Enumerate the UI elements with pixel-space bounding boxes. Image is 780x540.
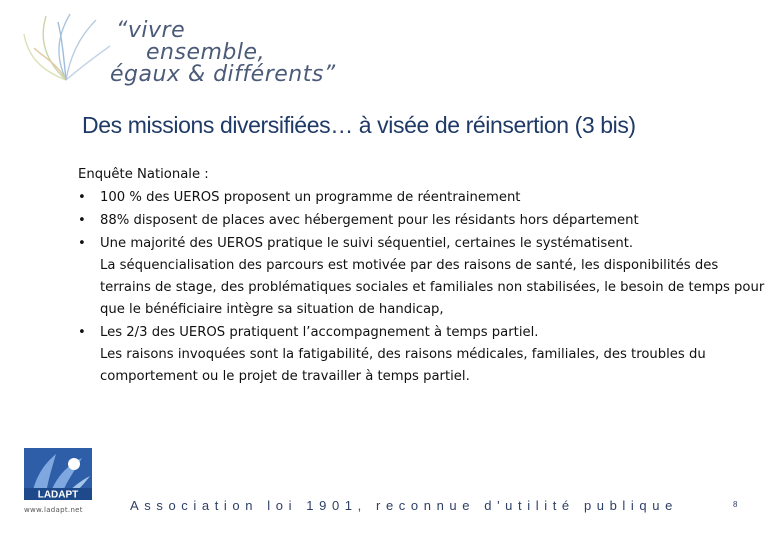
footer-text: Association loi 1901, reconnue d'utilité publique — [130, 498, 678, 513]
bullet-item — [78, 209, 768, 232]
tagline-logo — [18, 8, 336, 88]
bullet-text: 88% disposent de places avec hébergement pour les résidants hors département — [100, 213, 639, 228]
bullet-item — [78, 186, 768, 209]
slide-body — [78, 163, 768, 388]
body-heading: Enquête Nationale : — [78, 167, 209, 182]
bullet-marker: • — [78, 190, 86, 205]
bullet-paragraph: La séquencialisation des parcours est motivée par des raisons de santé, les disponibilités des terrains de stage, des problématiques sociales et familiales non stabilisées, le besoin de temps pour que le bénéficiaire intègre sa situation de handicap, — [100, 258, 765, 317]
bullet-text: Une majorité des UEROS pratique le suivi séquentiel, certaines le systématisent. — [100, 236, 634, 251]
slide-title: Des missions diversifiées… à visée de réinsertion (3 bis) — [82, 112, 636, 138]
page-number: 8 — [733, 500, 738, 509]
tagline-line-3: égaux & différents” — [110, 62, 336, 87]
website-text: www.ladapt.net — [24, 506, 83, 514]
tagline-line-2: ensemble, — [146, 40, 266, 65]
bullet-text: 100 % des UEROS proposent un programme de réentrainement — [100, 190, 521, 205]
logo-text: LADAPT — [37, 489, 79, 501]
bullet-item — [78, 321, 768, 344]
bullet-marker: • — [78, 236, 86, 251]
swirl-logo-icon — [18, 8, 118, 88]
bullet-text: Les 2/3 des UEROS pratiquent l’accompagnement à temps partiel. — [100, 325, 539, 340]
tagline-line-1: “vivre — [116, 18, 186, 43]
bullet-item — [78, 232, 768, 255]
bullet-marker: • — [78, 213, 86, 228]
bullet-marker: • — [78, 325, 86, 340]
bullet-paragraph: Les raisons invoquées sont la fatigabilité, des raisons médicales, familiales, des troubles du comportement ou le projet de travailler à temps partiel. — [100, 347, 706, 384]
